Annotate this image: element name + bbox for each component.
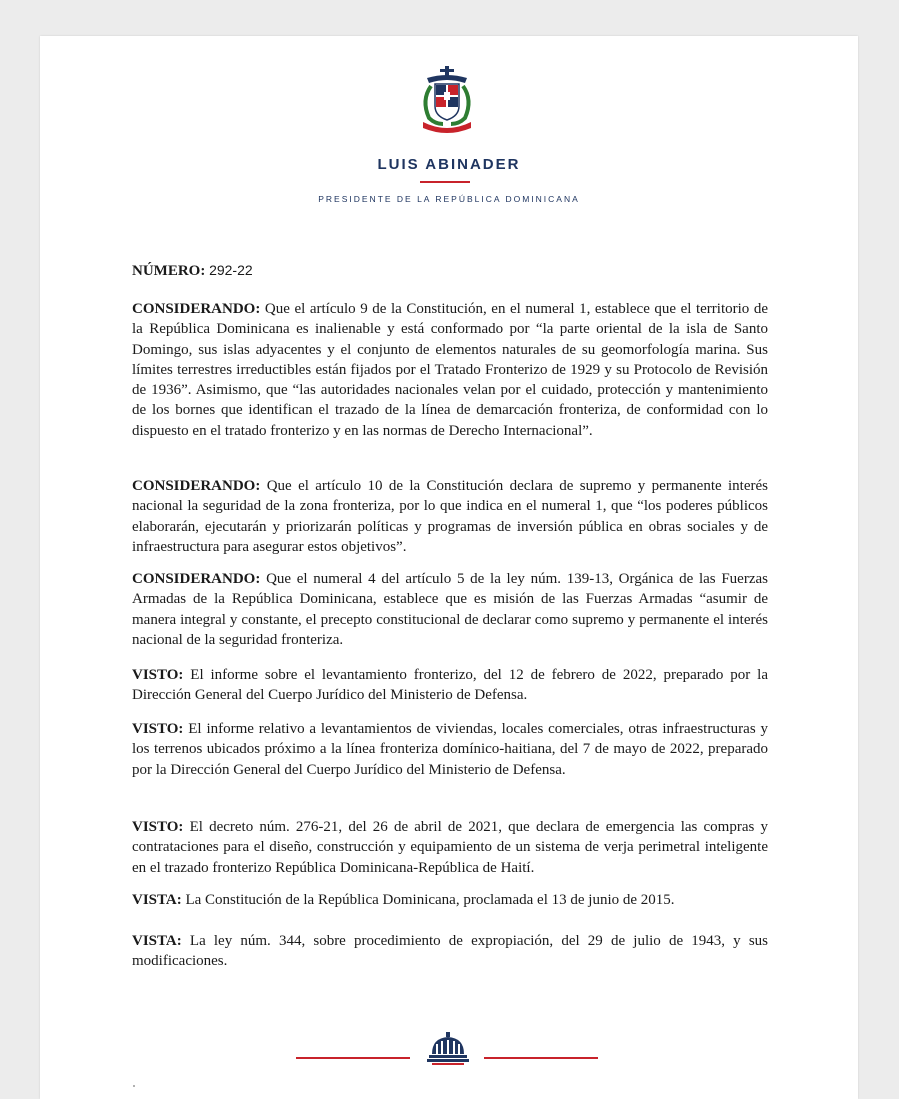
footer-divider-left	[296, 1057, 410, 1059]
paragraph-lead: VISTO:	[132, 819, 184, 835]
paragraph-lead: VISTA:	[132, 933, 182, 949]
paragraph-lead: CONSIDERANDO:	[132, 478, 261, 494]
visto-paragraph-3	[132, 817, 768, 878]
considerando-paragraph-1	[132, 299, 768, 441]
visto-paragraph-1	[132, 665, 768, 706]
paragraph-lead: CONSIDERANDO:	[132, 571, 261, 587]
paragraph-text: La ley núm. 344, sobre procedimiento de expropiación, del 29 de julio de 1943, y sus modificaciones.	[132, 933, 768, 970]
paragraph-text: Que el artículo 10 de la Constitución declara de supremo y permanente interés nacional la seguridad de la zona fronteriza, por lo que indica en el numeral 1, que “los poderes públicos elaborarán, ejecutarán y priorizarán políticas y programas de inversión pública en obras sociales y de infraestructura para asegurar estos objetivos”.	[132, 478, 768, 555]
page-speck	[133, 1085, 135, 1087]
paragraph-text: El decreto núm. 276-21, del 26 de abril de 2021, que declara de emergencia las compras y contrataciones para el diseño, construcción y equipamiento de un sistema de verja perimetral inteligente en el trazado fronterizo República Dominicana-República de Haití.	[132, 819, 768, 876]
decree-number-label: NÚMERO:	[132, 263, 206, 279]
paragraph-lead: VISTO:	[132, 721, 184, 737]
document-page	[40, 36, 858, 1099]
paragraph-lead: VISTA:	[132, 892, 182, 908]
considerando-paragraph-2	[132, 476, 768, 557]
name-divider	[420, 181, 470, 183]
vista-paragraph-2	[132, 931, 768, 972]
paragraph-lead: CONSIDERANDO:	[132, 301, 261, 317]
paragraph-lead: VISTO:	[132, 667, 184, 683]
footer-divider-right	[484, 1057, 598, 1059]
president-name: LUIS ABINADER	[377, 156, 521, 173]
considerando-paragraph-3	[132, 569, 768, 650]
dominican-coat-of-arms-icon	[413, 64, 481, 134]
paragraph-text: El informe sobre el levantamiento fronterizo, del 12 de febrero de 2022, preparado por la Dirección General del Cuerpo Jurídico del Ministerio de Defensa.	[132, 667, 768, 704]
vista-paragraph-1	[132, 890, 768, 910]
visto-paragraph-2	[132, 719, 768, 780]
president-title: PRESIDENTE DE LA REPÚBLICA DOMINICANA	[318, 194, 580, 204]
decree-number-value: 292-22	[209, 262, 253, 278]
national-palace-dome-icon	[426, 1032, 470, 1066]
paragraph-text: Que el artículo 9 de la Constitución, en el numeral 1, establece que el territorio de la República Dominicana es inalienable y está conformado por “la parte oriental de la isla de Santo Domingo, sus islas adyacentes y el conjunto de elementos naturales de su geomorfología marina. Sus límites terrestres irreductibles están fijados por el Tratado Fronterizo de 1929 y su Protocolo de Revisión de 1936”. Asimismo, que “las autoridades nacionales velan por el cuidado, protección y mantenimiento de los bornes que identifican el trazado de la línea de demarcación fronteriza, de conformidad con lo dispuesto en el tratado fronterizo y en las normas de Derecho Internacional”.	[132, 301, 769, 439]
paragraph-text: La Constitución de la República Dominicana, proclamada el 13 de junio de 2015.	[185, 892, 675, 908]
paragraph-text: El informe relativo a levantamientos de viviendas, locales comerciales, otras infraestructuras y los terrenos ubicados próximo a la línea fronteriza domínico-haitiana, del 7 de mayo de 2022, preparado por la Dirección General del Cuerpo Jurídico del Ministerio de Defensa.	[132, 721, 768, 778]
paragraph-text: Que el numeral 4 del artículo 5 de la ley núm. 139-13, Orgánica de las Fuerzas Armadas de la República Dominicana, establece que es misión de las Fuerzas Armadas “asumir de manera integral y constante, el precepto constitucional de declarar como supremo y permanente el interés nacional de la seguridad fronteriza.	[132, 571, 768, 648]
decree-number	[132, 262, 253, 280]
